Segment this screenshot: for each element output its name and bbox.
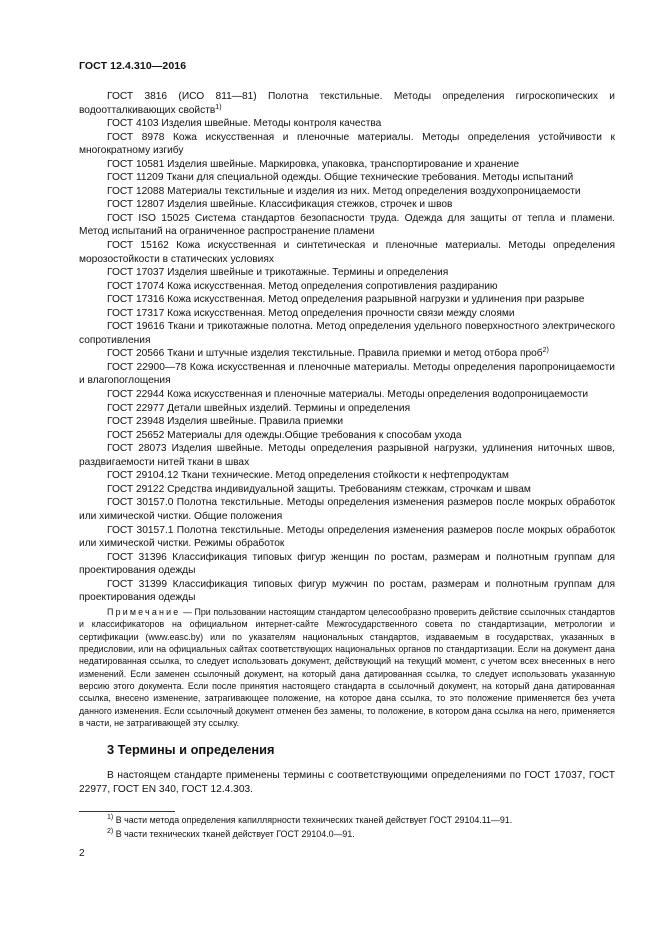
reference-item bbox=[79, 496, 615, 523]
reference-item bbox=[79, 524, 615, 551]
footnote-mark: 1) bbox=[107, 814, 114, 821]
reference-item bbox=[79, 293, 615, 307]
reference-text: ГОСТ 30157.1 Полотна текстильные. Методы определения изменения размеров после мокрых обработок или химической чистки. Режимы обработок bbox=[79, 524, 615, 550]
reference-text: ГОСТ 22977 Детали швейных изделий. Термины и определения bbox=[107, 402, 411, 414]
note-block bbox=[79, 606, 615, 729]
reference-item bbox=[79, 212, 615, 239]
reference-text: ГОСТ 31399 Классификация типовых фигур мужчин по ростам, размерам и полнотным группам для проектирования одежды bbox=[79, 578, 615, 604]
reference-text: ГОСТ 11209 Ткани для специальной одежды. Общие технические требования. Методы испытаний bbox=[107, 172, 574, 184]
reference-text: ГОСТ 22944 Кожа искусственная и пленочные материалы. Методы определения водопроницаемости bbox=[107, 389, 589, 401]
reference-item bbox=[79, 551, 615, 578]
section-heading: 3 Термины и определения bbox=[107, 742, 275, 757]
reference-item bbox=[79, 578, 615, 605]
reference-item bbox=[79, 483, 615, 497]
reference-text: ГОСТ 17316 Кожа искусственная. Метод определения разрывной нагрузки и удлинения при разрыве bbox=[107, 294, 585, 306]
reference-item bbox=[79, 361, 615, 388]
reference-item bbox=[79, 280, 615, 294]
reference-text: ГОСТ 12088 Материалы текстильные и изделия из них. Метод определения воздухопроницаемости bbox=[107, 185, 581, 197]
note-text: — При пользовании настоящим стандартом целесообразно проверить действие ссылочных стандартов и классификаторов на официальном интернет-сайте Межгосударственного совета по стандартизации, метрологии и сертификации (www.easc.by) или по указателям национальных стандартов, издаваемым в государствах, указанных в предисловии, или на официальных сайтах соответствующих национальных органов по стандартизации. Если на документ дана недатированная ссылка, то следует использовать документ, действующий на текущий момент, с учетом всех внесенных в него изменений. Если заменен ссылочный документ, на который дана датированная ссылка, то следует использовать указанную версию этого документа. Если после принятия настоящего стандарта в ссылочный документ, на который дана датированная ссылка, внесено изменение, затрагивающее положение, на которое дана ссылка, то это положение применяется без учета данного изменения. Если ссылочный документ отменен без замены, то положение, в котором дана ссылка на него, применяется в части, не затрагивающей эту ссылку. bbox=[79, 607, 615, 729]
reference-text: ГОСТ 20566 Ткани и штучные изделия текстильные. Правила приемки и метод отбора проб bbox=[107, 348, 543, 360]
reference-text: ГОСТ 23948 Изделия швейные. Правила приемки bbox=[107, 416, 344, 428]
reference-text: ГОСТ 29122 Средства индивидуальной защиты. Требованиям стежкам, строчкам и швам bbox=[107, 483, 531, 495]
reference-item bbox=[79, 388, 615, 402]
reference-text: ГОСТ 17317 Кожа искусственная. Метод определения прочности связи между слоями bbox=[107, 307, 515, 319]
reference-text: ГОСТ 19616 Ткани и трикотажные полотна. Метод определения удельного поверхностного электрического сопротивления bbox=[79, 321, 615, 346]
reference-item bbox=[79, 158, 615, 172]
reference-text: ГОСТ 31396 Классификация типовых фигур женщин по ростам, размерам и полнотным группам для проектирования одежды bbox=[79, 551, 615, 577]
reference-item bbox=[79, 117, 615, 131]
reference-item bbox=[79, 307, 615, 321]
reference-text: ГОСТ 30157.0 Полотна текстильные. Методы определения изменения размеров после мокрых обработок или химической чистки. Общие положения bbox=[79, 497, 615, 522]
reference-item bbox=[79, 429, 615, 443]
reference-text: ГОСТ 29104.12 Ткани технические. Метод определения стойкости к нефтепродуктам bbox=[107, 470, 509, 482]
document-header: ГОСТ 12.4.310—2016 bbox=[79, 60, 187, 72]
reference-item bbox=[79, 239, 615, 266]
reference-item bbox=[79, 131, 615, 158]
section-paragraph: В настоящем стандарте применены термины с соответствующими определениями по ГОСТ 17037, ГОСТ 22977, ГОСТ EN 340, ГОСТ 12.4.303. bbox=[79, 770, 615, 795]
reference-text: ГОСТ 8978 Кожа искусственная и пленочные материалы. Методы определения устойчивости к многократному изгибу bbox=[79, 131, 615, 157]
footnote-mark: 2) bbox=[107, 828, 114, 835]
reference-text: ГОСТ 17074 Кожа искусственная. Метод определения сопротивления раздиранию bbox=[107, 280, 498, 292]
reference-text: ГОСТ 17037 Изделия швейные и трикотажные. Термины и определения bbox=[107, 267, 449, 279]
footnote-1 bbox=[107, 814, 512, 826]
reference-text: ГОСТ 25652 Материалы для одежды.Общие требования к способам ухода bbox=[107, 429, 462, 441]
reference-item bbox=[79, 90, 615, 117]
reference-text: ГОСТ 10581 Изделия швейные. Маркировка, упаковка, транспортирование и хранение bbox=[107, 158, 520, 170]
reference-item bbox=[79, 415, 615, 429]
footnote-2 bbox=[107, 828, 355, 840]
footnote-mark: 1) bbox=[215, 103, 222, 111]
reference-text: ГОСТ ISO 15025 Система стандартов безопасности труда. Одежда для защиты от тепла и пламени. Метод испытаний на ограниченное распространение пламени bbox=[79, 212, 615, 238]
reference-item bbox=[79, 171, 615, 185]
reference-item bbox=[79, 266, 615, 280]
reference-text: ГОСТ 22900—78 Кожа искусственная и пленочные материалы. Методы определения паропроницаемости и влагопоглощения bbox=[79, 361, 615, 387]
footnote-text: В части технических тканей действует ГОСТ 29104.0—91. bbox=[113, 829, 355, 839]
reference-text: ГОСТ 28073 Изделия швейные. Методы определения разрывной нагрузки, удлинения ниточных швов, раздвигаемости нитей ткани в швах bbox=[79, 443, 615, 468]
reference-item bbox=[79, 469, 615, 483]
reference-item bbox=[79, 320, 615, 347]
normative-references-list bbox=[79, 90, 615, 605]
footnote-divider bbox=[79, 811, 175, 812]
page-number: 2 bbox=[79, 848, 85, 859]
reference-item bbox=[79, 442, 615, 469]
reference-item bbox=[79, 402, 615, 416]
reference-item bbox=[79, 347, 615, 361]
footnote-text: В части метода определения капиллярности технических тканей действует ГОСТ 29104.11—91. bbox=[113, 815, 513, 825]
note-label: Примечание bbox=[107, 607, 181, 617]
reference-item bbox=[79, 198, 615, 212]
reference-text: ГОСТ 4103 Изделия швейные. Методы контроля качества bbox=[107, 118, 382, 130]
footnote-mark: 2) bbox=[542, 347, 549, 355]
reference-text: ГОСТ 15162 Кожа искусственная и синтетическая и пленочные материалы. Методы определения морозостойкости в статических условиях bbox=[79, 240, 615, 265]
reference-text: ГОСТ 12807 Изделия швейные. Классификация стежков, строчек и швов bbox=[107, 199, 453, 211]
reference-text: ГОСТ 3816 (ИСО 811—81) Полотна текстильные. Методы определения гигроскопических и водоотталкивающих свойств bbox=[79, 91, 615, 116]
reference-item bbox=[79, 185, 615, 199]
